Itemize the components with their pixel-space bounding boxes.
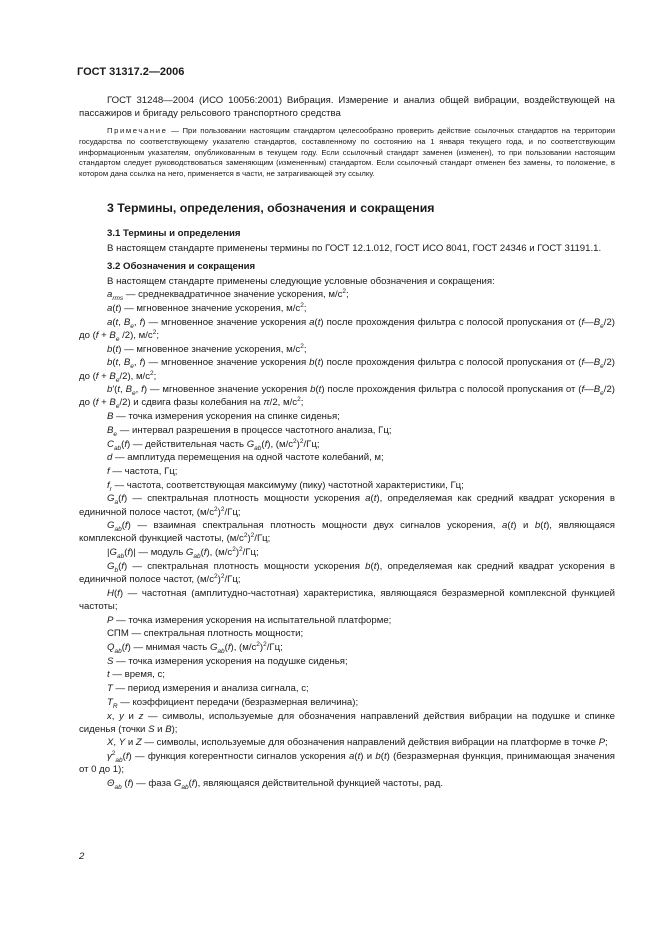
symbol-b-prime: b′(t, $B_e$, f) — мгновенное значение ускорения b(t) после прохождения фильтра с полосой пропускания от $(f—B_e/2)$ до $(f + B_e/2)$ и сдвига фазы колебания на π/2, $м/с^2$; [79,384,615,411]
symbol-G-a: $G_a(f)$ — спектральная плотность мощности ускорения a(t), определяемая как средний квадрат ускорения в единичной полосе частот, $(м/с^2)^2/Гц$; [79,493,615,518]
symbol-XYZ: X, Y и Z — символы, используемые для обозначения направлений действия вибрации на платформе в точке P; [107,737,608,749]
symbol-C-ab: $C_{ab}(f)$ — действительная часть $G_{ab}(f)$, $(м/с^2)^2/Гц$; [107,437,320,452]
page-content [79,94,615,790]
subsection-3-2-intro: В настоящем стандарте применены следующие условные обозначения и сокращения: [107,275,495,287]
note-text: — При пользовании настоящим стандартом целесообразно проверить действие ссылочных стандартов на территории государства по соответствующему указателю стандартов, составленному по состоянию на 1 января текущего года, и по соответствующим информационным указателям, опубликованным в текущем году. Если ссылочный стандарт заменен (изменен), то при пользовании настоящим стандартом следует руководствоваться заменяющим (измененным) стандартом. Если ссылочный стандарт отменен без замены, то положение, в котором дана ссылка на него, применяется в части, не затрагивающей эту ссылку. [79,126,615,178]
symbol-P: P — точка измерения ускорения на испытательной платформе; [107,614,392,626]
symbol-G-ab-modulus: $|G_{ab}(f)|$ — модуль $G_{ab}(f)$, $(м/с^2)^2/Гц$; [107,545,259,561]
section-3-title: 3 Термины, определения, обозначения и сокращения [107,201,435,216]
symbol-b-t: b(t) — мгновенное значение ускорения, $м/с^2$; [107,342,307,355]
reference-entry: ГОСТ 31248—2004 (ИСО 10056:2001) Вибрация. Измерение и анализ общей вибрации, воздействующей на пассажиров и бригаду рельсового транспортного средства [79,95,615,120]
page-header-doc-code: ГОСТ 31317.2—2006 [77,66,185,78]
symbol-a-t-be-f: a(t, $B_e$, f) — мгновенное значение ускорения a(t) после прохождения фильтра с полосой пропускания от $(f—B_e/2)$ до ($f + B_e$ /2), $м/с^2$; [79,316,615,343]
symbol-T: T — период измерения и анализа сигнала, с; [107,683,309,695]
reference-note [79,126,615,179]
symbol-theta-ab: $\Theta_{ab}$ (f) — фаза $G_{ab}(f)$, являющаяся действительной функцией частоты, рад. [107,778,444,791]
subsection-3-2-title: 3.2 Обозначения и сокращения [107,260,256,272]
page-number: 2 [79,851,85,862]
symbols-list [79,288,615,790]
symbol-G-ab: $G_{ab}(f)$ — взаимная спектральная плотность мощности двух сигналов ускорения, a(t) и b(t), являющаяся комплексной функцией частоты, $(м/с^2)^2/Гц$; [79,520,615,545]
symbol-gamma-ab: $\gamma^2_{ab}(f)$ — функция когерентности сигналов ускорения a(t) и b(t) (безразмерная функция, принимающая значения от 0 до 1); [79,750,615,776]
note-label: Примечание [107,126,168,136]
symbol-Q-ab: $Q_{ab}(f)$ — мнимая часть $G_{ab}(f)$, $(м/с^2)^2/Гц$; [107,640,283,655]
symbol-d: d — амплитуда перемещения на одной частоте колебаний, м; [107,452,384,464]
symbol-fr: $f_r$ — частота, соответствующая максимуму (пику) частотной характеристики, Гц; [107,479,464,493]
subsection-3-1-text: В настоящем стандарте применены термины по ГОСТ 12.1.012, ГОСТ ИСО 8041, ГОСТ 24346 и ГОСТ 31191.1. [107,243,602,255]
symbol-a-t: a(t) — мгновенное значение ускорения, $м/с^2$; [107,301,307,314]
symbol-G-b: $G_b(f)$ — спектральная плотность мощности ускорения b(t), определяемая как средний квадрат ускорения в единичной полосе частот, $(м/с^2)^2/Гц$; [79,560,615,586]
symbol-a-rms: $a_{rms}$ — среднеквадратичное значение ускорения, $м/с^2$; [107,288,349,303]
subsection-3-1-title: 3.1 Термины и определения [107,228,241,240]
symbol-Be: $B_e$ — интервал разрешения в процессе частотного анализа, Гц; [107,424,392,438]
symbol-TR: $T_R$ — коэффициент передачи (безразмерная величина); [107,696,359,710]
symbol-f: f — частота, Гц; [107,465,178,477]
abbreviation-spm: СПМ — спектральная плотность мощности; [107,628,304,640]
symbol-b-t-be-f: b(t, $B_e$, f) — мгновенное значение ускорения b(t) после прохождения фильтра с полосой пропускания от $(f—B_e/2)$ до $(f + B_e/2)$, $м/с^2$; [79,357,615,384]
symbol-H: H(f) — частотная (амплитудно-частотная) характеристика, являющаяся безразмерной комплексной функцией частоты; [79,587,615,612]
symbol-t: t — время, с; [107,669,165,681]
symbol-S: S — точка измерения ускорения на подушке сиденья; [107,655,348,667]
symbol-xyz: x, y и z — символы, используемые для обозначения направлений действия вибрации на подушке и спинке сиденья (точки S и B); [79,710,615,735]
symbol-B: B — точка измерения ускорения на спинке сиденья; [107,411,340,423]
